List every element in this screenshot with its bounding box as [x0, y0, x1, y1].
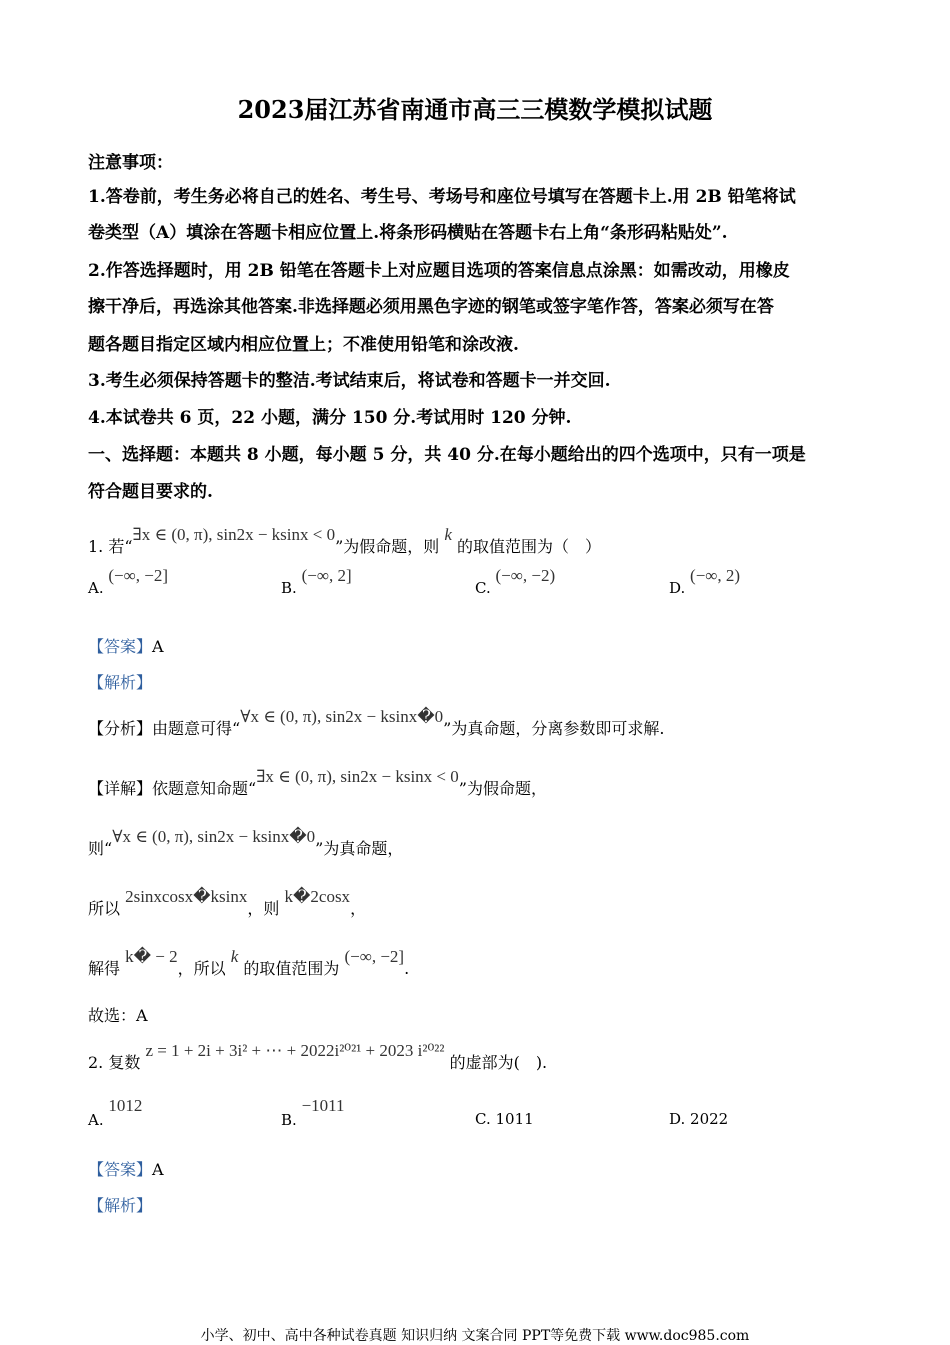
q2-option-c: C. 1011 — [475, 1110, 534, 1128]
q1-suffix: 的取值范围为（ ） — [451, 537, 602, 556]
notice-line: 题各题目指定区域内相应位置上；不准使用铅笔和涂改液. — [88, 335, 519, 355]
q1-step-2: 则“∀x ∈ (0, π), sin2x − ksinx�0”为真命题， — [88, 827, 404, 858]
q2-analysis-tag: 【解析】 — [88, 1196, 153, 1215]
notice-line: 3.考生必须保持答题卡的整洁.考试结束后，将试卷和答题卡一并交回. — [88, 371, 611, 391]
q2-option-a: A. 1012 — [88, 1096, 143, 1129]
q1-step-4: 解得 k� − 2，所以 k 的取值范围为 (−∞, −2]. — [88, 947, 410, 978]
question-1 — [88, 525, 602, 557]
notice-line: 卷类型（A）填涂在答题卡相应位置上.将条形码横贴在答题卡右上角“条形码粘贴处”. — [88, 223, 728, 243]
q2-formula: z = 1 + 2i + 3i² + ⋯ + 2022i²⁰²¹ + 2023 i²⁰²² — [145, 1041, 445, 1060]
q1-conclusion: 故选：A — [88, 1006, 148, 1025]
section-heading: 一、选择题：本题共 8 小题，每小题 5 分，共 40 分.在每小题给出的四个选项中，只有一项是 — [88, 445, 806, 465]
q1-analysis-tag: 【解析】 — [88, 673, 153, 692]
q1-k: k — [444, 525, 452, 544]
q1-prefix: 1. 若“ — [88, 537, 133, 556]
notice-line: 1.答卷前，考生务必将自己的姓名、考生号、考场号和座位号填写在答题卡上.用 2B 铅笔将试 — [88, 187, 796, 207]
q1-xiangjie: 【详解】依题意知命题“∃x ∈ (0, π), sin2x − ksinx < 0”为假命题， — [88, 767, 547, 798]
question-2: 2. 复数 z = 1 + 2i + 3i² + ⋯ + 2022i²⁰²¹ + 2023 i²⁰²² 的虚部为( ). — [88, 1041, 548, 1072]
q1-option-b: B. (−∞, 2] — [281, 566, 352, 597]
notice-line: 擦干净后，再选涂其他答案.非选择题必须用黑色字迹的钢笔或签字笔作答，答案必须写在答 — [88, 297, 774, 317]
q1-step-3: 所以 2sinxcosx�ksinx，则 k�2cosx， — [88, 887, 367, 918]
page-footer: 小学、初中、高中各种试卷真题 知识归纳 文案合同 PPT等免费下载 www.doc985.com — [200, 1328, 750, 1344]
q2-option-d: D. 2022 — [669, 1110, 729, 1128]
q1-option-d: D. (−∞, 2) — [669, 566, 741, 597]
q1-fenxi: 【分析】由题意可得“∀x ∈ (0, π), sin2x − ksinx�0”为真命题，分离参数即可求解. — [88, 707, 665, 738]
page-title: 2023届江苏省南通市高三三模数学模拟试题 — [237, 95, 713, 124]
notice-line: 4.本试卷共 6 页，22 小题，满分 150 分.考试用时 120 分钟. — [88, 408, 572, 428]
notice-heading: 注意事项： — [88, 153, 173, 173]
q1-mid: ”为假命题，则 — [335, 537, 445, 556]
q2-option-b: B. −1011 — [281, 1096, 345, 1129]
q2-answer: 【答案】A — [88, 1160, 164, 1179]
section-heading-cont: 符合题目要求的. — [88, 482, 213, 502]
notice-line: 2.作答选择题时，用 2B 铅笔在答题卡上对应题目选项的答案信息点涂黑：如需改动，用橡皮 — [88, 261, 790, 281]
q1-option-a: A. (−∞, −2] — [88, 566, 169, 597]
q1-answer: 【答案】A — [88, 637, 164, 656]
q1-option-c: C. (−∞, −2) — [475, 566, 556, 597]
q1-formula: ∃x ∈ (0, π), sin2x − ksinx < 0 — [132, 525, 336, 544]
